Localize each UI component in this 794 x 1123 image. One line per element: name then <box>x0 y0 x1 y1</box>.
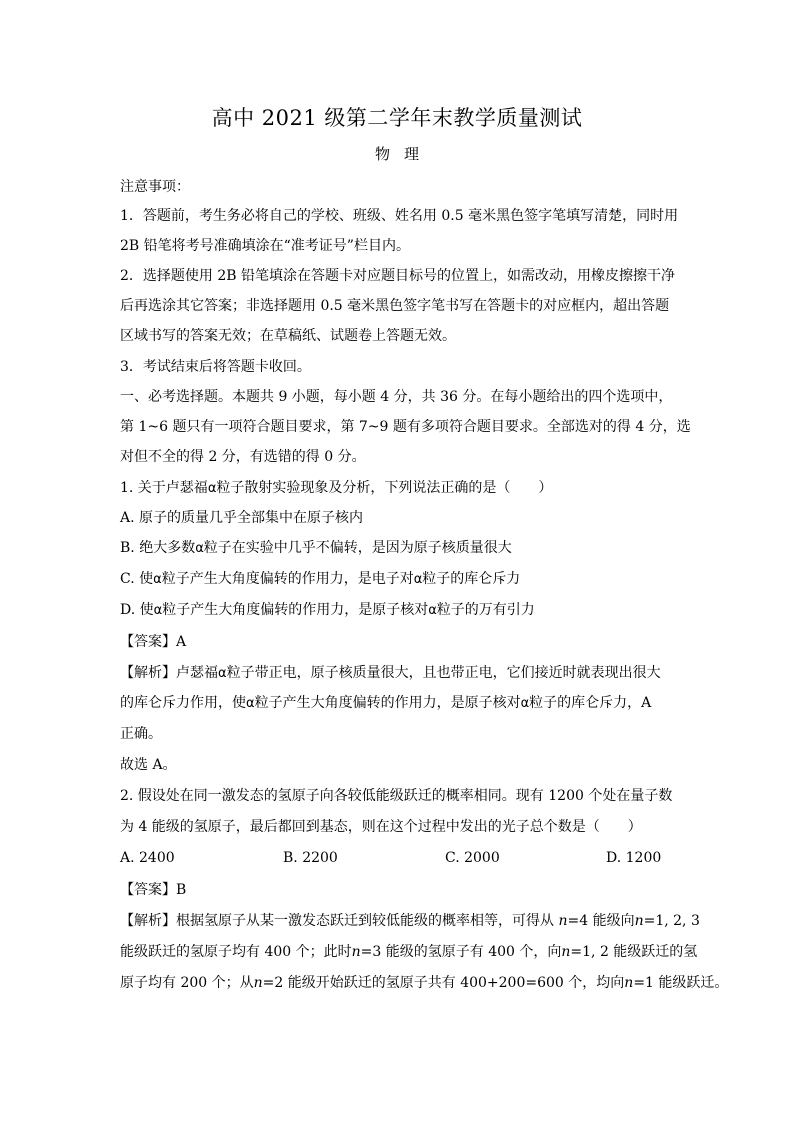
text-fragment: =1, 2, 3 <box>643 913 700 929</box>
question-1-option-d <box>120 600 535 621</box>
text-fragment: =3 能级的氢原子有 400 个，向 <box>360 944 562 960</box>
alpha-symbol: α <box>413 572 423 587</box>
text-fragment: 粒子的库仑斥力，A <box>529 695 652 711</box>
notice-item-3: 3．考试结束后将答题卡收回。 <box>120 359 311 375</box>
notice-item-2-line-1: 2．选择题使用 2B 铅笔填涂在答题卡对应题目标号的位置上，如需改动，用橡皮擦擦干净 <box>120 268 676 284</box>
question-2-option-d: D. 1200 <box>606 850 662 866</box>
variable-n: n <box>624 975 634 991</box>
text-fragment: =2 能级开始跃迁的氢原子共有 400+200=600 个，均向 <box>262 975 625 991</box>
text-fragment: C. 使 <box>120 571 154 587</box>
question-2-option-c: C. 2000 <box>445 850 500 866</box>
notice-item-2-line-2: 后再选涂其它答案；非选择题用 0.5 毫米黑色签字笔书写在答题卡的对应框内，超出答题 <box>120 298 670 314</box>
alpha-symbol: α <box>153 572 162 587</box>
text-fragment: 粒子在实验中几乎不偏转，是因为原子核质量很大 <box>203 540 512 556</box>
question-1-conclusion: 故选 A。 <box>120 757 177 773</box>
variable-n: n <box>351 944 361 960</box>
notice-item-1-line-1: 1．答题前，考生务必将自己的学校、班级、姓名用 0.5 毫米黑色签字笔填写清楚，同时用 <box>120 208 679 224</box>
alpha-symbol: α <box>428 603 437 618</box>
question-1-option-a: A. 原子的质量几乎全部集中在原子核内 <box>120 510 364 526</box>
section-1-instruction-line-3: 对但不全的得 2 分，有选错的得 0 分。 <box>120 449 366 465</box>
text-fragment: 粒子带正电，原子核质量很大，且也带正电，它们接近时就表现出很大 <box>226 665 661 681</box>
alpha-symbol: α <box>207 481 217 496</box>
variable-n: n <box>634 913 644 929</box>
question-2-explanation-line-2 <box>120 942 697 962</box>
variable-n: n <box>558 913 568 929</box>
text-fragment: =4 能级向 <box>567 913 635 929</box>
text-fragment: 【解析】卢瑟福 <box>120 665 218 681</box>
text-fragment: 粒子的万有引力 <box>436 602 535 618</box>
question-2-stem-line-2: 为 4 能级的氢原子，最后都回到基态，则在这个过程中发出的光子总个数是（ ） <box>120 819 642 835</box>
section-1-instruction-line-2: 第 1~6 题只有一项符合题目要求，第 7~9 题有多项符合题目要求。全部选对的得 4 分，选 <box>120 419 691 435</box>
text-fragment: 原子均有 200 个；从 <box>120 975 254 991</box>
question-2-option-b: B. 2200 <box>283 850 338 866</box>
subject-label: 物理 <box>374 145 433 163</box>
question-1-stem <box>120 478 552 499</box>
text-fragment: 粒子产生大角度偏转的作用力，是原子核对 <box>162 602 429 618</box>
text-fragment: =1 能级跃迁。 <box>633 975 729 991</box>
alpha-symbol: α <box>246 696 255 711</box>
text-fragment: D. 使 <box>120 602 154 618</box>
question-2-stem-line-1: 2. 假设处在同一激发态的氢原子向各较低能级跃迁的概率相同。现有 1200 个处在量子数 <box>120 788 673 804</box>
text-fragment: 粒子的库仑斥力 <box>422 571 521 587</box>
exam-title: 高中 2021 级第二学年末教学质量测试 <box>211 106 583 130</box>
question-1-explanation-line-3: 正确。 <box>120 726 162 742</box>
text-fragment: =1, 2 能级跃迁的氢 <box>570 944 698 960</box>
notice-item-2-line-3: 区域书写的答案无效；在草稿纸、试题卷上答题无效。 <box>120 328 456 344</box>
variable-n: n <box>561 944 571 960</box>
text-fragment: 的库仑斥力作用，使 <box>120 695 246 711</box>
text-fragment: 粒子散射实验现象及分析，下列说法正确的是（ ） <box>216 480 553 496</box>
alpha-symbol: α <box>153 603 163 618</box>
variable-n: n <box>253 975 263 991</box>
text-fragment: B. 绝大多数 <box>120 540 196 556</box>
question-2-answer: 【答案】B <box>120 882 187 898</box>
notice-item-1-line-2: 2B 铅笔将考号准确填涂在“准考证号”栏目内。 <box>120 238 410 254</box>
notice-heading: 注意事项： <box>120 179 190 195</box>
text-fragment: 能级跃迁的氢原子均有 400 个；此时 <box>120 944 352 960</box>
question-2-explanation-line-3 <box>120 973 728 993</box>
question-2-explanation-line-1 <box>120 911 700 931</box>
question-1-answer: 【答案】A <box>120 634 187 650</box>
text-fragment: 粒子产生大角度偏转的作用力，是电子对 <box>161 571 414 587</box>
alpha-symbol: α <box>195 541 204 556</box>
question-1-explanation-line-2 <box>120 693 651 714</box>
question-1-option-c <box>120 569 520 590</box>
question-1-option-b <box>120 538 512 559</box>
alpha-symbol: α <box>520 696 530 711</box>
question-2-option-a: A. 2400 <box>120 850 175 866</box>
text-fragment: 1. 关于卢瑟福 <box>120 480 208 496</box>
section-1-instruction-line-1: 一、必考选择题。本题共 9 小题，每小题 4 分，共 36 分。在每小题给出的四个选项中， <box>120 389 673 405</box>
question-1-explanation-line-1 <box>120 663 661 684</box>
text-fragment: 【解析】根据氢原子从某一激发态跃迁到较低能级的概率相等，可得从 <box>120 913 559 929</box>
alpha-symbol: α <box>218 666 227 681</box>
text-fragment: 粒子产生大角度偏转的作用力，是原子核对 <box>254 695 521 711</box>
